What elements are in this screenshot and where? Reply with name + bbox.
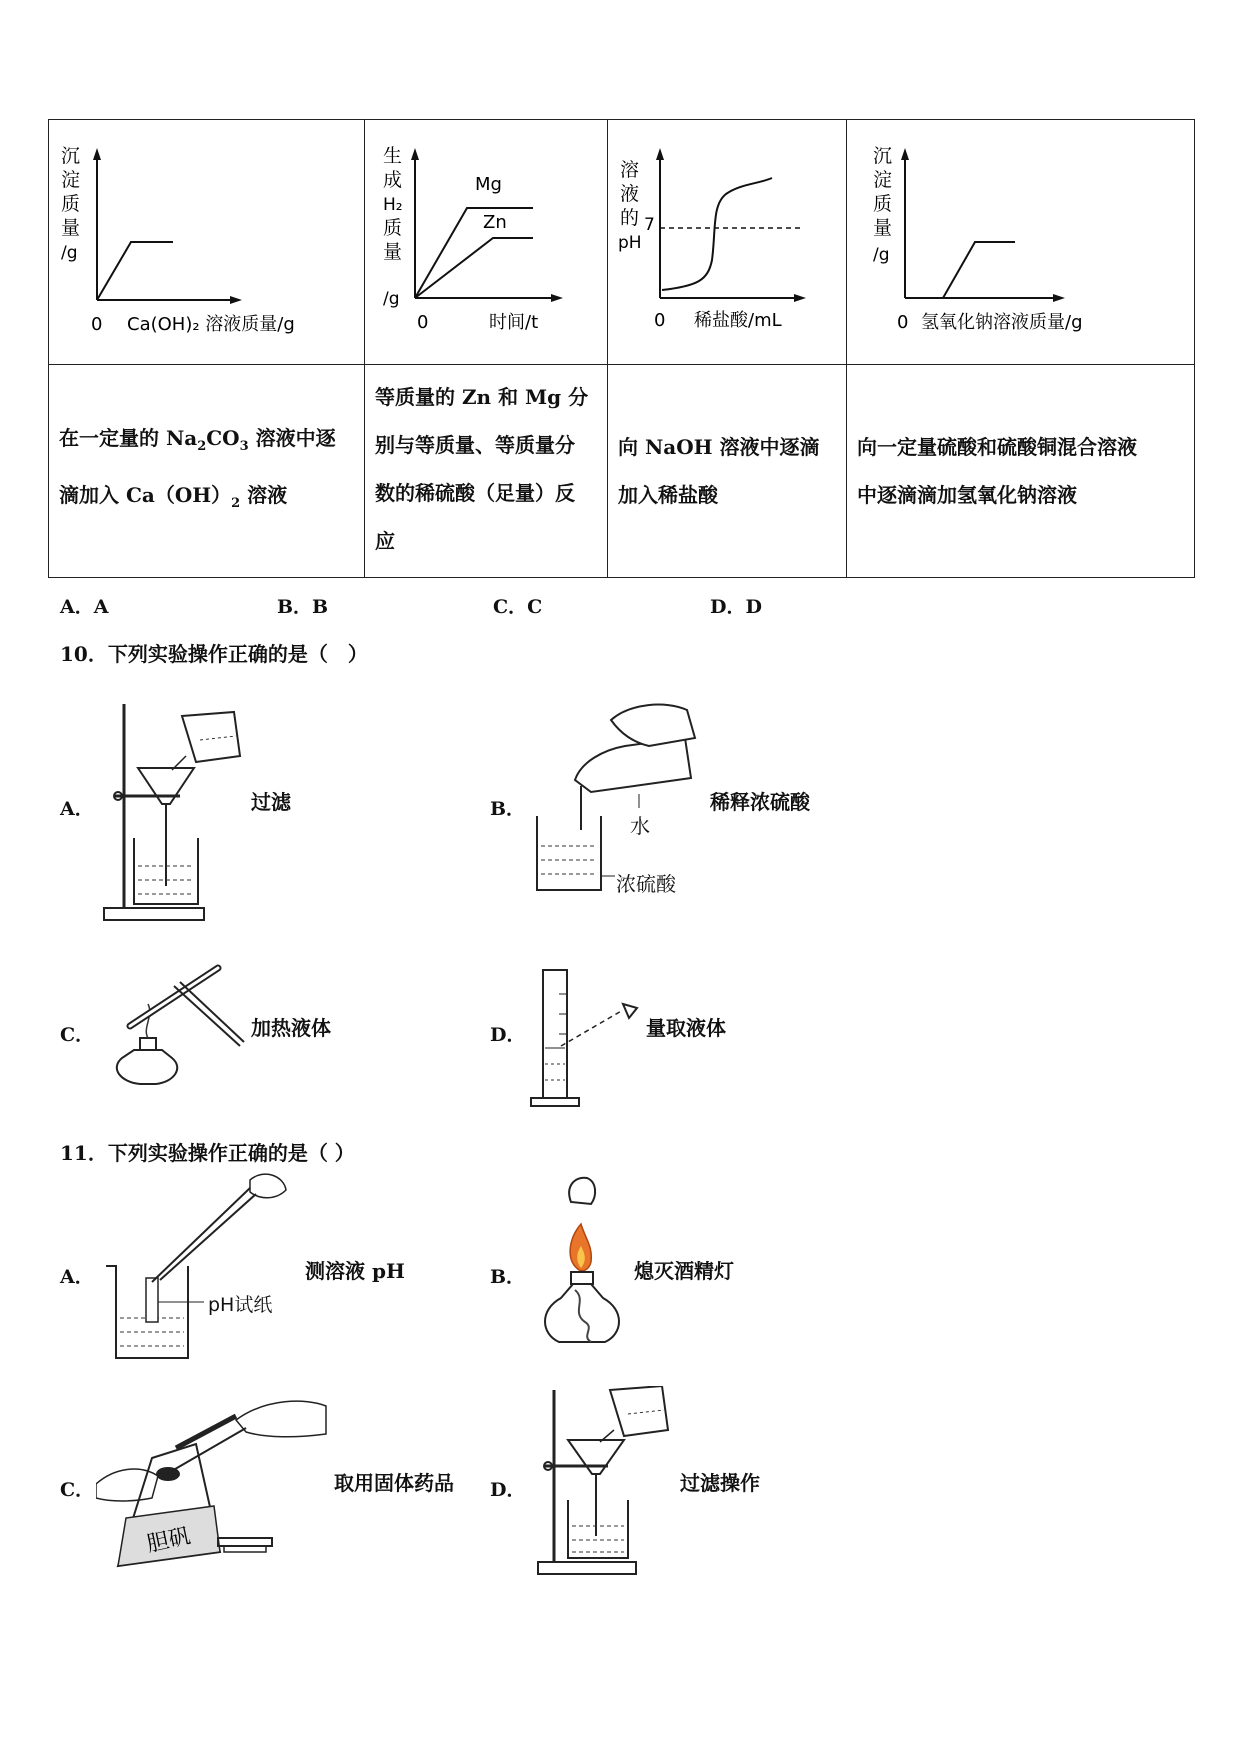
zn-label: Zn [483, 212, 507, 233]
conc-acid-label: 浓硫酸 [616, 872, 676, 896]
desc2-line: 应 [375, 529, 395, 553]
q10-option-d-letter[interactable]: D． [490, 1024, 526, 1046]
q10-option-b-letter[interactable]: B． [490, 798, 526, 820]
graph4-ylabel-char: 质 [873, 193, 893, 215]
description-1 [49, 365, 364, 577]
graph-cell-1 [49, 120, 365, 365]
desc4-line: 中逐滴滴加氢氧化钠溶液 [857, 483, 1077, 507]
desc1-sub: 2 [197, 439, 207, 454]
desc-cell-2 [365, 365, 608, 578]
description-4 [847, 365, 1194, 577]
graph2-ylabel-char: 生 [383, 145, 403, 167]
q9-option-a[interactable]: A．A [60, 596, 109, 618]
desc1-sub: 3 [239, 439, 249, 454]
description-2 [365, 365, 607, 565]
q11-option-d-letter[interactable]: D． [490, 1479, 526, 1501]
desc3-line: 加入稀盐酸 [618, 483, 718, 507]
q11-option-d-caption: 过滤操作 [680, 1471, 760, 1495]
graph2-ylabel-char: 量 [383, 241, 403, 263]
q11-option-c-letter[interactable]: C． [60, 1479, 95, 1501]
graph1-ylabel-char: 量 [61, 217, 81, 239]
desc-cell-1 [49, 365, 365, 578]
desc2-line: 等质量的 Zn 和 Mg 分 [375, 385, 589, 409]
ph-test-illustration [100, 1170, 300, 1370]
q11-option-c-caption: 取用固体药品 [334, 1471, 454, 1495]
desc1-text: 滴加入 Ca（OH） [59, 483, 232, 507]
x-axis-label: 氢氧化钠溶液质量/g [921, 312, 1083, 333]
q10-option-b-caption: 稀释浓硫酸 [710, 790, 810, 814]
desc2-line: 别与等质量、等质量分 [375, 433, 575, 457]
q11-option-b-caption: 熄灭酒精灯 [634, 1259, 734, 1283]
graph2-ylabel-char: /g [383, 289, 400, 309]
graph3-ylabel-char: pH [618, 233, 642, 253]
x-axis-arrow [1053, 294, 1065, 302]
description-3 [608, 365, 846, 577]
graph-cell-3 [608, 120, 847, 365]
measuring-cylinder-illustration [525, 964, 645, 1114]
desc1-text: CO [206, 426, 240, 450]
q9-option-d[interactable]: D．D [710, 596, 762, 618]
x-axis-arrow [230, 296, 242, 304]
graph4-ylabel-char: 量 [873, 217, 893, 239]
data-line [97, 242, 173, 300]
desc-cell-3 [608, 365, 847, 578]
q10-option-a-letter[interactable]: A． [60, 798, 94, 820]
q11-option-a-letter[interactable]: A． [60, 1266, 94, 1288]
q10-option-c-caption: 加热液体 [251, 1016, 331, 1040]
desc4-line: 向一定量硫酸和硫酸铜混合溶液 [857, 435, 1137, 459]
alcohol-lamp-illustration [535, 1172, 625, 1362]
graph4-ylabel-char: 沉 [873, 145, 893, 167]
origin-label: 0 [417, 312, 429, 333]
graph2-ylabel-char: H₂ [383, 195, 403, 215]
x-axis-label: 时间/t [489, 312, 539, 333]
heating-liquid-illustration [100, 956, 250, 1102]
x-axis-arrow [551, 294, 563, 302]
x-axis-label: 稀盐酸/mL [694, 310, 782, 331]
q10-title: 10．下列实验操作正确的是（ ） [60, 642, 368, 666]
graph4-ylabel-char: /g [873, 245, 890, 265]
graph2-ylabel-char: 成 [383, 169, 403, 191]
bottle-label: 胆矾 [144, 1523, 193, 1558]
q11-option-a-caption: 测溶液 pH [305, 1259, 405, 1283]
y-axis-arrow [411, 148, 419, 160]
desc1-text: 在一定量的 Na [59, 426, 198, 450]
solid-reagent-illustration [96, 1398, 332, 1570]
desc1-sub: 2 [231, 496, 241, 511]
y-axis-arrow [901, 148, 909, 160]
filtration-apparatus-illustration [100, 696, 250, 924]
desc1-text: 溶液中逐 [248, 426, 336, 450]
graph2-ylabel-char: 质 [383, 217, 403, 239]
graph-cell-2 [365, 120, 608, 365]
desc1-text: 溶液 [240, 483, 288, 507]
q11-title: 11．下列实验操作正确的是（ ） [60, 1141, 355, 1165]
water-label: 水 [630, 814, 650, 838]
q9-table [48, 119, 1195, 578]
x-axis-label: Ca(OH)₂ 溶液质量/g [127, 314, 295, 335]
mg-label: Mg [475, 174, 502, 195]
graph3-ylabel-char: 液 [620, 183, 640, 205]
origin-label: 0 [654, 310, 666, 331]
graph1-ylabel-char: 沉 [61, 145, 81, 167]
graph-precipitate-caoh2 [49, 120, 364, 364]
graph4-ylabel-char: 淀 [873, 169, 893, 191]
dilution-illustration [525, 698, 705, 898]
graph-precipitate-naoh [847, 120, 1195, 364]
desc2-line: 数的稀硫酸（足量）反 [375, 481, 575, 505]
x-axis-arrow [794, 294, 806, 302]
graph1-ylabel-char: 淀 [61, 169, 81, 191]
q9-option-c[interactable]: C．C [493, 596, 543, 618]
graph-cell-4 [847, 120, 1195, 365]
filtration-operation-illustration [534, 1386, 684, 1578]
graph-hydrogen-mass [365, 120, 607, 364]
data-line [905, 242, 1015, 298]
q9-option-b[interactable]: B．B [277, 596, 329, 618]
desc-cell-4 [847, 365, 1195, 578]
graph3-ylabel-char: 的 [620, 207, 640, 229]
ph-curve [662, 178, 772, 290]
q11-option-b-letter[interactable]: B． [490, 1266, 526, 1288]
graph3-ylabel-char: 溶 [620, 159, 640, 181]
desc3-line: 向 NaOH 溶液中逐滴 [618, 435, 820, 459]
origin-label: 0 [91, 314, 103, 335]
q10-option-c-letter[interactable]: C． [60, 1024, 95, 1046]
origin-label: 0 [897, 312, 909, 333]
y-axis-arrow [656, 148, 664, 160]
q10-option-a-caption: 过滤 [251, 790, 291, 814]
q10-option-d-caption: 量取液体 [646, 1016, 726, 1040]
ph7-tick-label: 7 [644, 215, 655, 235]
graph-ph [608, 120, 846, 364]
graph1-ylabel-char: 质 [61, 193, 81, 215]
ph-paper-label: pH试纸 [208, 1294, 273, 1316]
graph1-ylabel-char: /g [61, 243, 78, 263]
y-axis-arrow [93, 148, 101, 160]
